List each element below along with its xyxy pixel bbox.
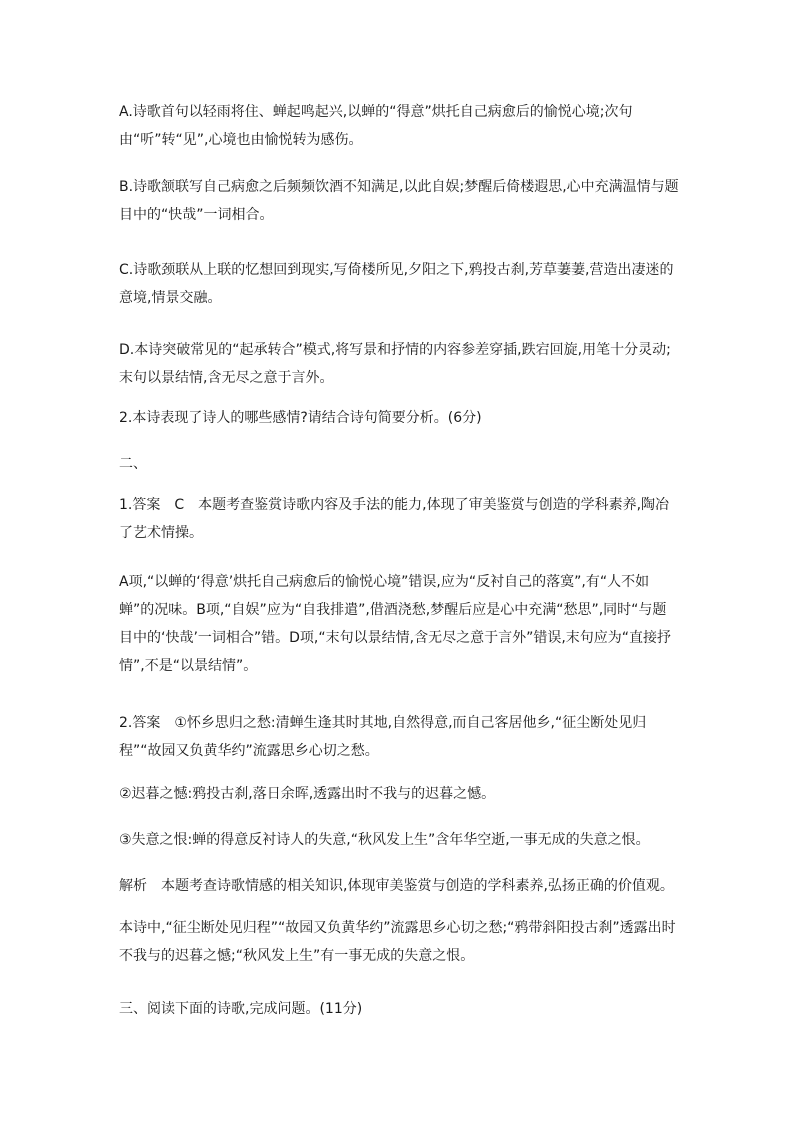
analysis-paragraph: 解析 本题考查诗歌情感的相关知识,体现审美鉴赏与创造的学科素养,弘扬正确的价值观。: [119, 878, 674, 894]
answer-2-point-3: ③失意之恨:蝉的得意反衬诗人的失意,“秋风发上生”含年华空逝,一事无成的失意之恨。: [119, 832, 650, 848]
answer-1-explanation: A项,“以蝉的‘得意’烘托自己病愈后的愉悦心境”错误,应为“反衬自己的落寞”,有“人不如蝉”的况味。B项,“自娱”应为“自我排遣”,借酒浇愁,梦醒后应是心中充满“愁思”,同时“与题目中的‘快哉’一词相合”错。D项,“末句以景结情,含无尽之意于言外”错误,末句应为“直接抒情”,不是“以景结情”。: [119, 574, 672, 674]
option-d-paragraph: D.本诗突破常见的“起承转合”模式,将写景和抒情的内容参差穿插,跌宕回旋,用笔十分灵动;末句以景结情,含无尽之意于言外。: [119, 342, 671, 386]
analysis-detail-paragraph: 本诗中,“征尘断处见归程”“故园又负黄华约”流露思乡心切之愁;“鸦带斜阳投古刹”透露出时不我与的迟暮之憾;“秋风发上生”有一事无成的失意之恨。: [119, 920, 676, 964]
answer-1-paragraph: 1.答案 C 本题考查鉴赏诗歌内容及手法的能力,体现了审美鉴赏与创造的学科素养,陶冶了艺术情操。: [119, 497, 670, 541]
option-a-paragraph: A.诗歌首句以轻雨将住、蝉起鸣起兴,以蝉的“得意”烘托自己病愈后的愉悦心境;次句由“听”转“见”,心境也由愉悦转为感伤。: [119, 104, 633, 148]
answer-2-point-2: ②迟暮之憾:鸦投古刹,落日余晖,透露出时不我与的迟暮之憾。: [119, 786, 496, 802]
answer-2-paragraph: 2.答案 ①怀乡思归之愁:清蝉生逢其时其地,自然得意,而自己客居他乡,“征尘断处见归程”“故园又负黄华约”流露思乡心切之愁。: [119, 715, 647, 759]
section-two-heading: 二、: [119, 456, 147, 472]
question-2-paragraph: 2.本诗表现了诗人的哪些感情?请结合诗句简要分析。(6分): [119, 410, 482, 426]
option-b-paragraph: B.诗歌颔联写自己病愈之后频频饮酒不知满足,以此自娱;梦醒后倚楼遐思,心中充满温情与题目中的“快哉”一词相合。: [119, 179, 679, 223]
section-three-heading: 三、阅读下面的诗歌,完成问题。(11分): [119, 1001, 363, 1017]
option-c-paragraph: C.诗歌颈联从上联的忆想回到现实,写倚楼所见,夕阳之下,鸦投古刹,芳草萋萋,营造出凄迷的意境,情景交融。: [119, 262, 674, 306]
